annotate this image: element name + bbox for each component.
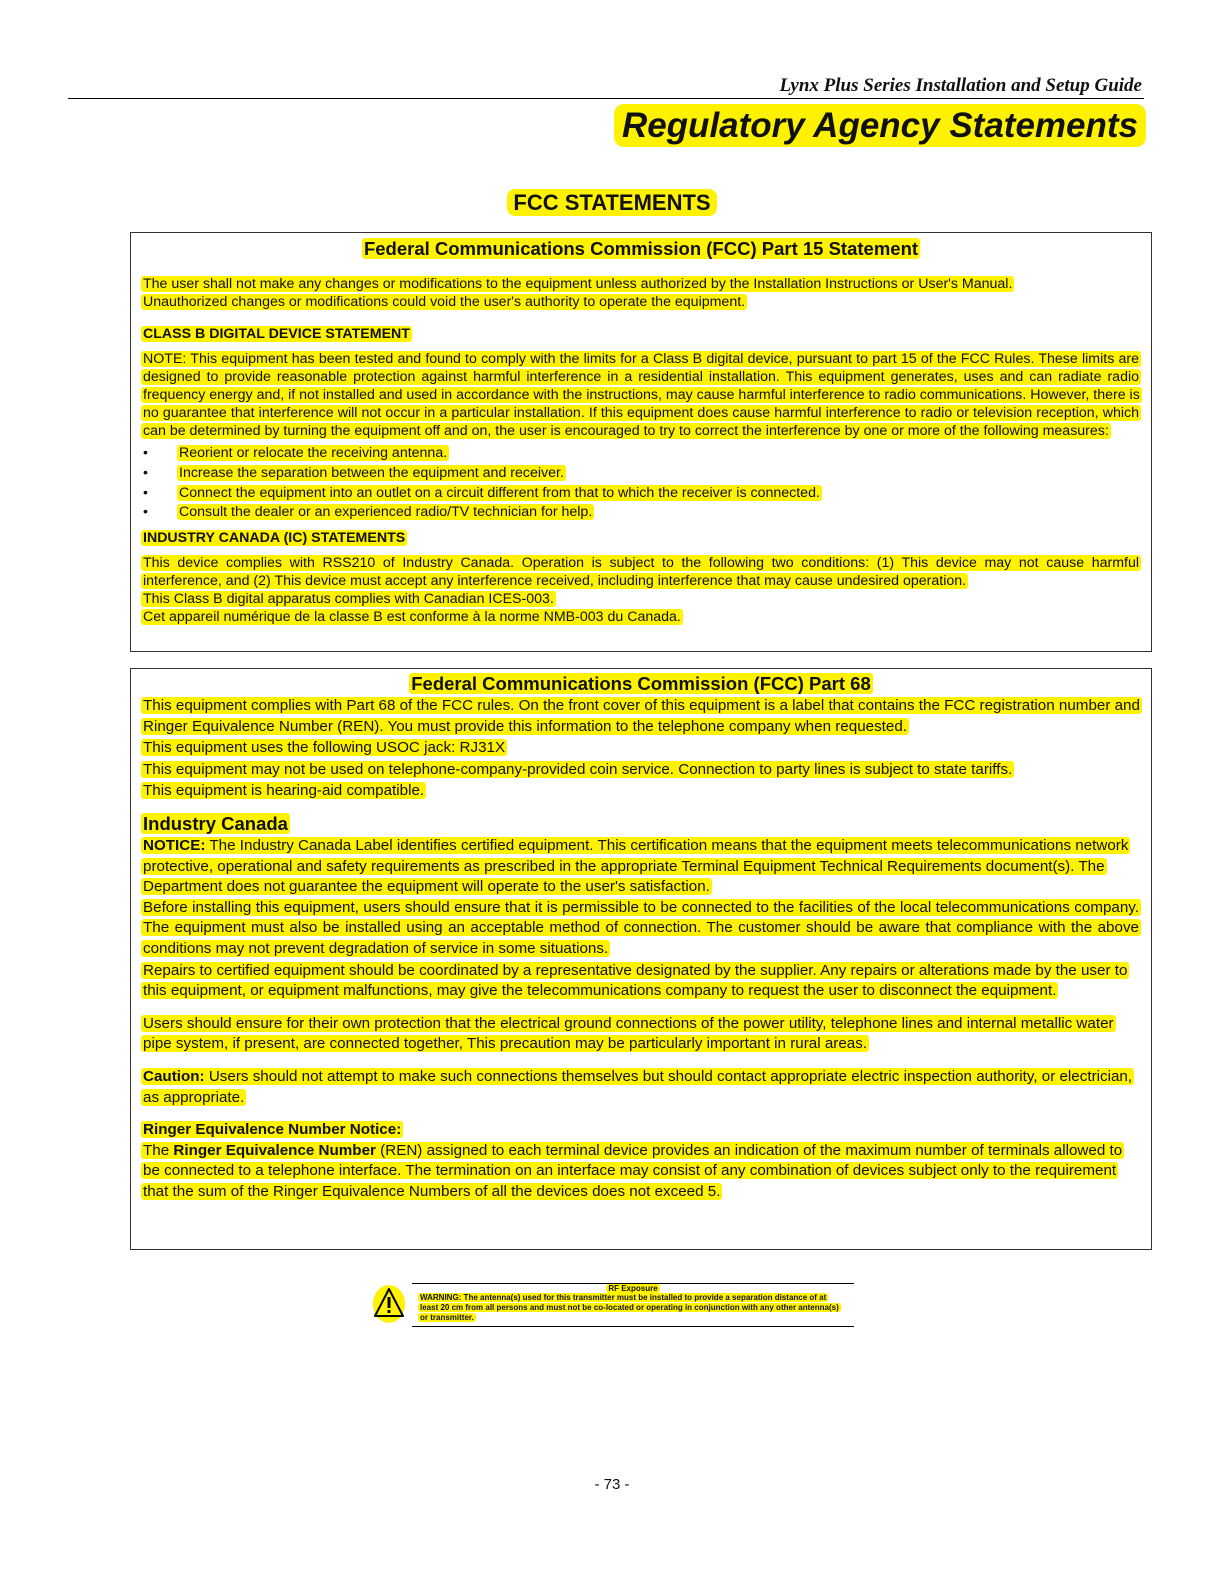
ic-statements-text: This device complies with RSS210 of Industry Canada. Operation is subject to the following two conditions: (1) This device may not cause harmful interference, and (2) This device must accept any interference received, including interference that may cause undesired operation. This Class B digital apparatus complies with Canadian ICES-003. Cet appareil numérique de la classe B est conforme à la norme NMB-003 du Canada. [143,555,1139,626]
part68-p4: This equipment is hearing-aid compatible. [143,782,425,800]
section-title: Regulatory Agency Statements [614,106,1146,146]
page-number: - 73 - [594,1476,630,1493]
part68-title: Federal Communications Commission (FCC) Part 68 [411,673,871,694]
warning-heading: RF Exposure [608,1284,658,1293]
part68-box [130,668,1152,1250]
rf-exposure-warning [372,1280,854,1330]
class-b-text: NOTE: This equipment has been tested and found to comply with the limits for a Class B digital device, pursuant to part 15 of the FCC Rules. These limits are designed to provide reasonable protection against harmful interference in a residential installation. This equipment generates, uses and can radiate radio frequency energy and, if not installed and used in accordance with the instructions, may cause harmful interference to radio communications. However, there is no guarantee that interference will not occur in a particular installation. If this equipment does cause harmful interference to radio or television reception, which can be determined by turning the equipment off and on, the user is encouraged to try to correct the interference by one or more of the following measures: [143,351,1140,439]
notice-text: NOTICE: The Industry Canada Label identifies certified equipment. This certification means that the equipment meets telecommunications network protective, operational and safety requirements as prescribed in the appropriate Terminal Equipment Technical Requirements document(s). The Department does not guarantee the equipment will operate to the user's satisfaction. [143,836,1129,896]
list-item: • Consult the dealer or an experienced radio/TV technician for help. [143,504,593,521]
warning-bottom-rule [412,1326,854,1327]
industry-canada-heading: Industry Canada [143,812,288,834]
class-b-heading: CLASS B DIGITAL DEVICE STATEMENT [143,326,410,342]
list-item: • Connect the equipment into an outlet on a circuit different from that to which the receiver is connected. [143,484,820,501]
ren-heading: Ringer Equivalence Number Notice: [143,1121,402,1139]
fcc-statements-heading: FCC STATEMENTS [0,190,1224,216]
part68-p3: This equipment may not be used on telephone-company-provided coin service. Connection to party lines is subject to state tariffs. [143,760,1013,778]
ren-text: The Ringer Equivalence Number (REN) assigned to each terminal device provides an indication of the maximum number of terminals allowed to be connected to a telephone interface. The termination on an interface may consist of any combination of devices subject only to the requirement that the sum of the Ringer Equivalence Numbers of all the devices does not exceed 5. [143,1141,1123,1200]
repairs-text: Repairs to certified equipment should be coordinated by a representative designated by the supplier. Any repairs or alterations made by the user to this equipment, or equipment malfunctions, may give the telecommunications company to request the user to disconnect the equipment. [143,961,1128,1000]
header-rule [68,98,1144,99]
part15-intro: The user shall not make any changes or modifications to the equipment unless authorized by the Installation Instructions or User's Manual. Unauthorized changes or modifications could void the user's authority to operate the equipment. [143,276,1013,310]
ground-text: Users should ensure for their own protection that the electrical ground connections of the power utility, telephone lines and internal metallic water pipe system, if present, are connected together, This precaution may be particularly important in rural areas. [143,1014,1114,1053]
part15-box [130,232,1152,652]
ic-statements-heading: INDUSTRY CANADA (IC) STATEMENTS [143,530,406,547]
part15-title: Federal Communications Commission (FCC) Part 15 Statement [363,238,919,259]
warning-text: WARNING: The antenna(s) used for this transmitter must be installed to provide a separation distance of at least 20 cm from all persons and must not be co-located or operating in conjunction with any other antenna(s) or transmitter. [420,1293,839,1322]
list-item: • Reorient or relocate the receiving antenna. [143,445,448,461]
part68-p2: This equipment uses the following USOC jack: RJ31X [143,739,506,757]
measures-list [141,444,1141,523]
caution-text: Caution: Users should not attempt to make such connections themselves but should contact appropriate electric inspection authority, or electrician, as appropriate. [143,1067,1133,1106]
document-title: Lynx Plus Series Installation and Setup Guide [779,75,1142,96]
before-installing-text: Before installing this equipment, users should ensure that it is permissible to be connected to the facilities of the local telecommunications company. The equipment must also be installed using an acceptable method of connection. The customer should be aware that compliance with the above conditions may not prevent degradation of service in some situations. [143,898,1139,957]
warning-triangle-icon [372,1284,406,1324]
list-item: • Increase the separation between the equipment and receiver. [143,464,564,481]
part68-p1: This equipment complies with Part 68 of the FCC rules. On the front cover of this equipment is a label that contains the FCC registration number and Ringer Equivalence Number (REN). You must provide this information to the telephone company when requested. [143,697,1140,735]
